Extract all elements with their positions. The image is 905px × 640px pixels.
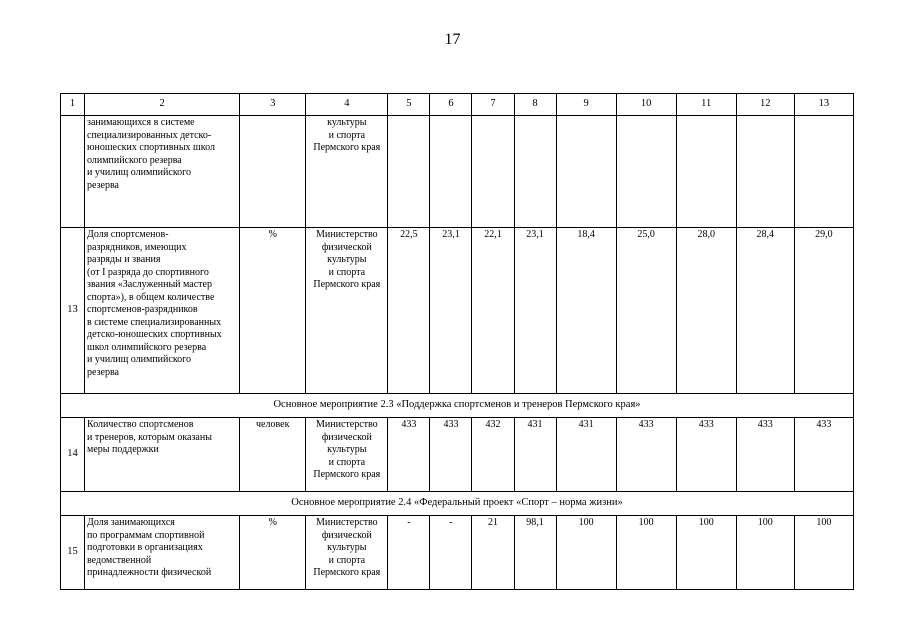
section-title: Основное мероприятие 2.3 «Поддержка спортсменов и тренеров Пермского края»: [61, 394, 854, 418]
table-body: [61, 94, 854, 590]
value-cell: 100: [794, 516, 853, 590]
value-cell: 98,1: [514, 516, 556, 590]
value-cell: 22,5: [388, 228, 430, 394]
value-cell: [472, 116, 514, 228]
unit-cell: %: [240, 516, 306, 590]
header-cell: 10: [616, 94, 676, 116]
header-cell: 2: [85, 94, 240, 116]
value-cell: 433: [794, 418, 853, 492]
header-cell: 11: [676, 94, 736, 116]
page-number: 17: [444, 31, 461, 48]
value-cell: -: [388, 516, 430, 590]
header-cell: 6: [430, 94, 472, 116]
value-cell: [616, 116, 676, 228]
executor-cell: культуры и спорта Пермского края: [306, 116, 388, 228]
value-cell: 23,1: [514, 228, 556, 394]
row-number: [61, 116, 85, 228]
section-title: Основное мероприятие 2.4 «Федеральный проект «Спорт – норма жизни»: [61, 492, 854, 516]
executor-cell: Министерство физической культуры и спорта Пермского края: [306, 516, 388, 590]
row-number: 14: [61, 418, 85, 492]
table-row: [61, 228, 854, 394]
value-cell: 431: [556, 418, 616, 492]
value-cell: 433: [430, 418, 472, 492]
header-cell: 5: [388, 94, 430, 116]
row-number: 13: [61, 228, 85, 394]
indicator-name: Количество спортсменов и тренеров, которым оказаны меры поддержки: [85, 418, 240, 492]
header-cell: 9: [556, 94, 616, 116]
value-cell: 433: [676, 418, 736, 492]
value-cell: 18,4: [556, 228, 616, 394]
table-row: [61, 516, 854, 590]
value-cell: [388, 116, 430, 228]
indicator-name: Доля спортсменов- разрядников, имеющих разряды и звания (от I разряда до спортивного звания «Заслуженный мастер спорта»), в общем количестве спортсменов-разрядников в системе специализированных детско-юношеских спортивных школ олимпийского резерва и училищ олимпийского резерва: [85, 228, 240, 394]
value-cell: [676, 116, 736, 228]
table-row: [61, 418, 854, 492]
indicator-name: Доля занимающихся по программам спортивной подготовки в организациях ведомственной принадлежности физической: [85, 516, 240, 590]
section-row: [61, 492, 854, 516]
header-cell: 12: [736, 94, 794, 116]
value-cell: [794, 116, 853, 228]
value-cell: 29,0: [794, 228, 853, 394]
indicators-table: [60, 93, 854, 590]
value-cell: 100: [616, 516, 676, 590]
executor-cell: Министерство физической культуры и спорта Пермского края: [306, 228, 388, 394]
header-row: [61, 94, 854, 116]
value-cell: 433: [388, 418, 430, 492]
executor-cell: Министерство физической культуры и спорта Пермского края: [306, 418, 388, 492]
value-cell: 22,1: [472, 228, 514, 394]
value-cell: -: [430, 516, 472, 590]
unit-cell: человек: [240, 418, 306, 492]
header-cell: 1: [61, 94, 85, 116]
value-cell: 25,0: [616, 228, 676, 394]
value-cell: 21: [472, 516, 514, 590]
header-cell: 7: [472, 94, 514, 116]
value-cell: 23,1: [430, 228, 472, 394]
header-cell: 8: [514, 94, 556, 116]
value-cell: 433: [616, 418, 676, 492]
value-cell: [514, 116, 556, 228]
indicator-name: занимающихся в системе специализированных детско- юношеских спортивных школ олимпийского резерва и училищ олимпийского резерва: [85, 116, 240, 228]
header-cell: 3: [240, 94, 306, 116]
value-cell: 433: [736, 418, 794, 492]
table-row: [61, 116, 854, 228]
unit-cell: [240, 116, 306, 228]
value-cell: 100: [736, 516, 794, 590]
header-cell: 13: [794, 94, 853, 116]
value-cell: 432: [472, 418, 514, 492]
value-cell: 100: [556, 516, 616, 590]
value-cell: [556, 116, 616, 228]
value-cell: 28,4: [736, 228, 794, 394]
value-cell: [430, 116, 472, 228]
value-cell: [736, 116, 794, 228]
unit-cell: %: [240, 228, 306, 394]
section-row: [61, 394, 854, 418]
header-cell: 4: [306, 94, 388, 116]
row-number: 15: [61, 516, 85, 590]
value-cell: 431: [514, 418, 556, 492]
value-cell: 100: [676, 516, 736, 590]
value-cell: 28,0: [676, 228, 736, 394]
